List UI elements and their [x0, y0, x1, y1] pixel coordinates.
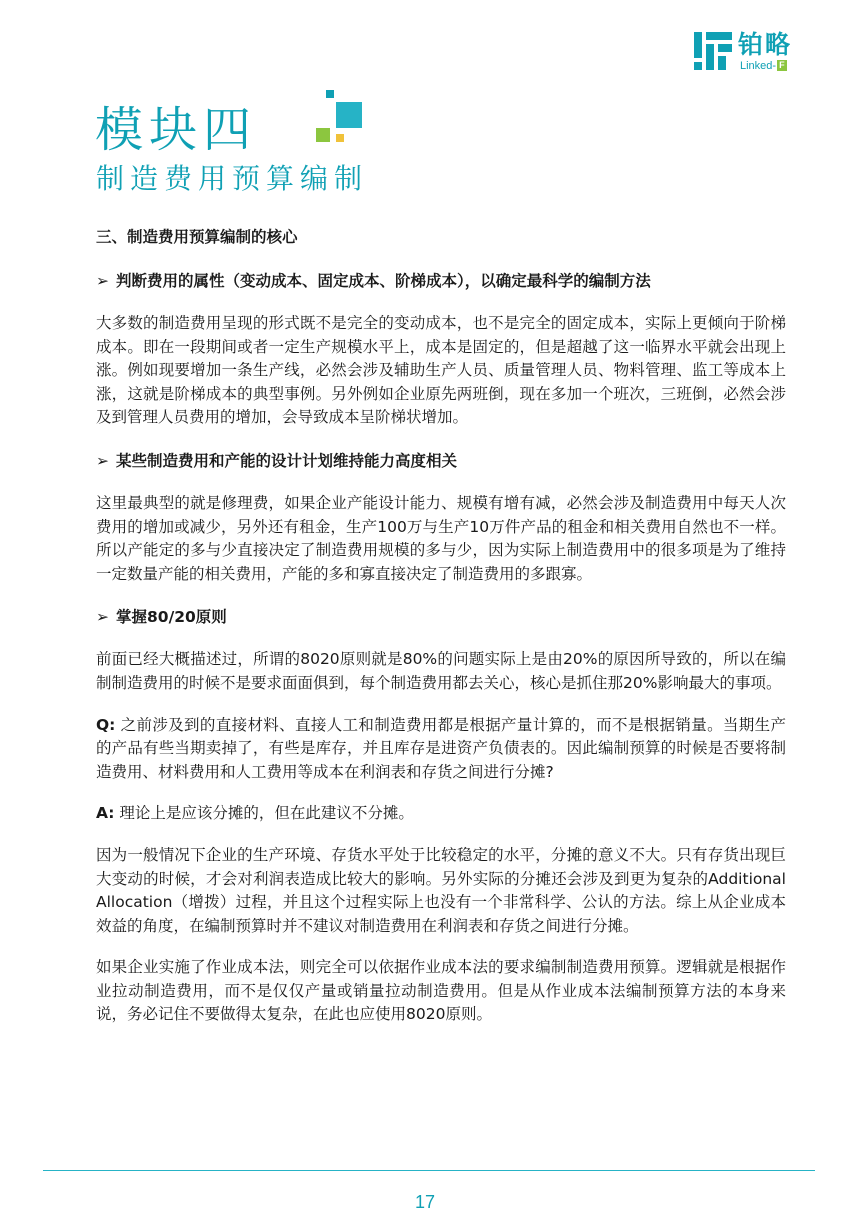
logo-english-suffix: F: [779, 60, 785, 70]
logo-english-main: Linked-: [740, 60, 777, 72]
decor-square: [326, 90, 334, 98]
logo-mark-icon: [694, 32, 734, 72]
footer-divider: [43, 1170, 815, 1171]
question-paragraph: [96, 714, 786, 785]
bullet-heading: [96, 448, 786, 474]
paragraph: 大多数的制造费用呈现的形式既不是完全的变动成本，也不是完全的固定成本，实际上更倾向于阶梯成本。即在一段期间或者一定生产规模水平上，成本是固定的，但是超越了这一临界水平就会出现上涨。例如现要增加一条生产线，必然会涉及辅助生产人员、质量管理人员、物料管理、监工等成本上涨，这就是阶梯成本的典型事例。另外例如企业原先两班倒，现在多加一个班次，三班倒，必然会涉及到管理人员费用的增加，会导致成本呈阶梯状增加。: [96, 314, 786, 427]
module-title: 模块四: [95, 102, 258, 158]
bullet-heading-text: 判断费用的属性（变动成本、固定成本、阶梯成本），以确定最科学的编制方法: [116, 272, 651, 290]
arrow-bullet-icon: ➢: [96, 272, 109, 290]
decor-square: [336, 134, 344, 142]
page-number: 17: [414, 1192, 436, 1212]
brand-logo: [694, 30, 814, 74]
bullet-heading: [96, 268, 786, 294]
answer-label: A:: [96, 804, 115, 823]
decor-square: [316, 128, 330, 142]
logo-chinese-text: 铂略: [738, 30, 793, 59]
question-text: 之前涉及到的直接材料、直接人工和制造费用都是根据产量计算的，而不是根据销量。当期生产的产品有些当期卖掉了，有些是库存，并且库存是进资产负债表的。因此编制预算的时候是否要将制造费用、材料费用和人工费用等成本在利润表和存货之间进行分摊?: [96, 715, 786, 781]
bullet-heading-text: 掌握80/20原则: [116, 608, 227, 627]
arrow-bullet-icon: ➢: [96, 451, 109, 470]
arrow-bullet-icon: ➢: [96, 608, 109, 627]
paragraph: 如果企业实施了作业成本法，则完全可以依据作业成本法的要求编制制造费用预算。逻辑就是根据作业拉动制造费用，而不是仅仅产量或销量拉动制造费用。但是从作业成本法编制预算方法的本身来说，务必记住不要做得太复杂，在此也应使用8020原则。: [96, 958, 786, 1024]
paragraph: 这里最典型的就是修理费，如果企业产能设计能力、规模有增有减，必然会涉及制造费用中每天人次费用的增加或减少，另外还有租金，生产100万与生产10万件产品的租金和相关费用自然也不一样。所以产能定的多与少直接决定了制造费用规模的多与少，因为实际上制造费用中的很多项是为了维持一定数量产能的相关费用，产能的多和寡直接决定了制造费用的多跟寡。: [96, 493, 786, 583]
logo-english-text: [740, 60, 787, 73]
bullet-heading-text: 某些制造费用和产能的设计计划维持能力高度相关: [116, 451, 458, 470]
bullet-heading: [96, 604, 786, 630]
answer-paragraph: [96, 802, 786, 826]
module-subtitle: 制造费用预算编制: [96, 162, 369, 195]
question-label: Q:: [96, 715, 116, 734]
paragraph: 前面已经大概描述过，所谓的8020原则就是80%的问题实际上是由20%的原因所导致的，所以在编制制造费用的时候不是要求面面俱到，每个制造费用都去关心，核心是抓住那20%影响最大的事项。: [96, 650, 786, 692]
decorative-squares: [316, 90, 366, 146]
decor-square: [336, 102, 362, 128]
document-body: [96, 224, 786, 1045]
paragraph: 因为一般情况下企业的生产环境、存货水平处于比较稳定的水平，分摊的意义不大。只有存货出现巨大变动的时候，才会对利润表造成比较大的影响。另外实际的分摊还会涉及到更为复杂的Additional Allocation（增拨）过程，并且这个过程实际上也没有一个非常科学、公认的方法。综上从企业成本效益的角度，在编制预算时并不建议对制造费用在利润表和存货之间进行分摊。: [96, 845, 786, 935]
section-heading: 三、制造费用预算编制的核心: [96, 228, 298, 246]
answer-text: 理论上是应该分摊的，但在此建议不分摊。: [119, 804, 414, 823]
